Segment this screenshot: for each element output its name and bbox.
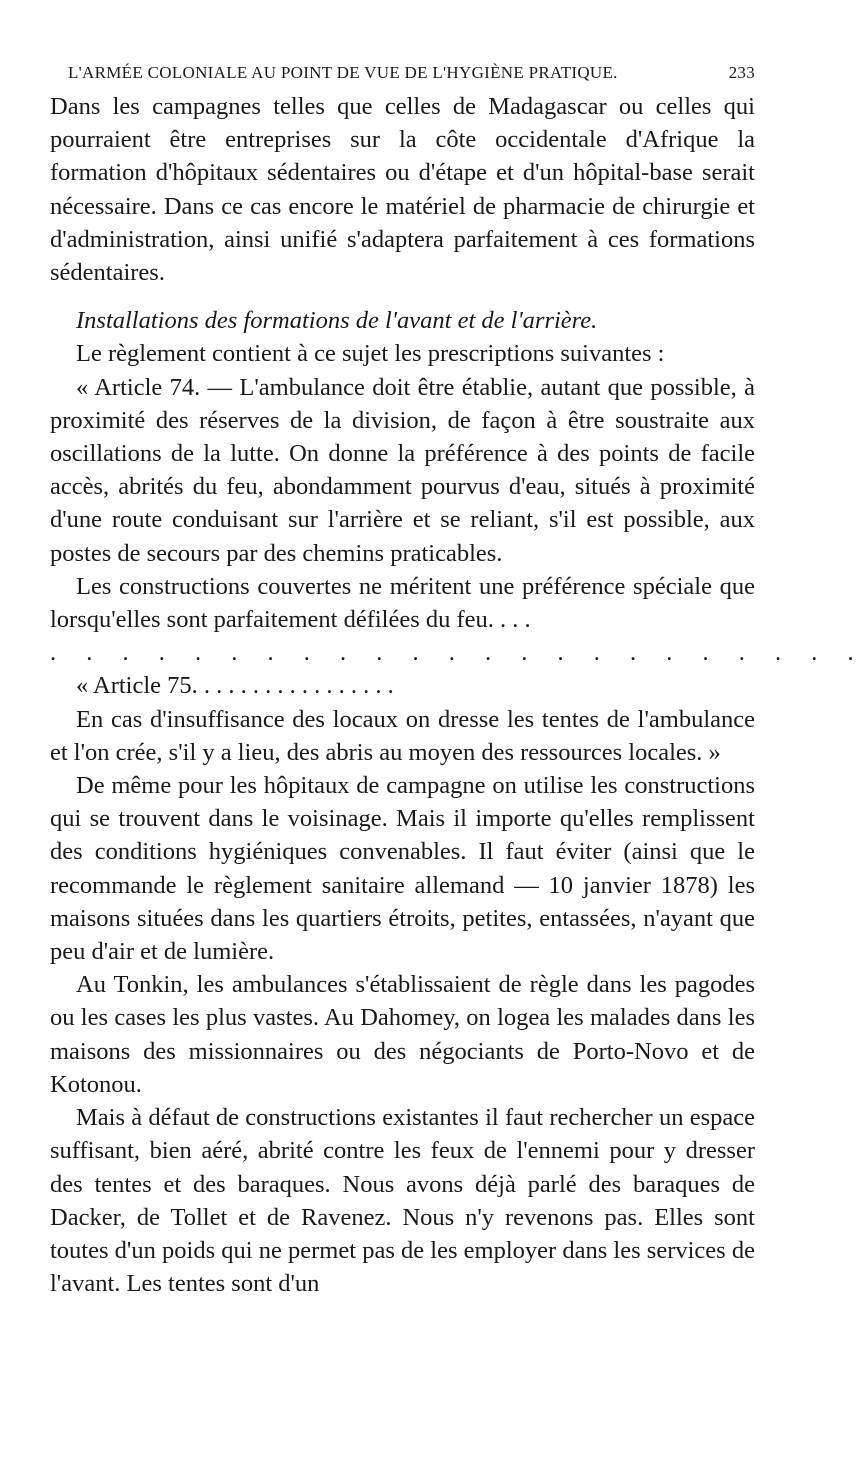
running-head (50, 62, 755, 84)
page (50, 62, 866, 1300)
paragraph: Dans les campagnes telles que celles de Madagascar ou celles qui pourraient être entreprises sur la côte occidentale d'Afrique la formation d'hôpitaux sédentaires ou d'étape et d'un hôpital-base serait nécessaire. Dans ce cas encore le matériel de pharmacie de chirurgie et d'administration, ainsi unifié s'adaptera parfaitement à ces formations sédentaires. (50, 93, 755, 287)
body-text (50, 90, 866, 1300)
page-number: 233 (728, 63, 755, 82)
ellipsis-line: . . . . . . . . . . . . . . . . . . . . . . . (50, 639, 866, 667)
paragraph: Le règlement contient à ce sujet les prescriptions suivantes : (76, 340, 665, 368)
running-head-title: L'ARMÉE COLONIALE AU POINT DE VUE DE L'HYGIÈNE PRATIQUE. (68, 63, 618, 82)
paragraph: « Article 74. — L'ambulance doit être établie, autant que possible, à proximité des réserves de la division, de façon à être soustraite aux oscillations de la lutte. On donne la préférence à des points de facile accès, abrités du feu, abondamment pourvus d'eau, situés à proximité d'une route conduisant sur l'arrière et se reliant, s'il est possible, aux postes de secours par des chemins praticables. (50, 373, 755, 567)
paragraph: « Article 75. . . . . . . . . . . . . . . . . (76, 672, 394, 700)
paragraph: En cas d'insuffisance des locaux on dresse les tentes de l'ambulance et l'on crée, s'il y a lieu, des abris au moyen des ressources locales. » (50, 705, 755, 766)
paragraph: Au Tonkin, les ambulances s'établissaient de règle dans les pagodes ou les cases les plus vastes. Au Dahomey, on logea les malades dans les maisons des missionnaires ou des négociants de Porto-Novo et de Kotonou. (50, 971, 755, 1098)
paragraph: Les constructions couvertes ne méritent une préférence spéciale que lorsqu'elles sont parfaitement défilées du feu. . . . (50, 572, 755, 634)
paragraph: De même pour les hôpitaux de campagne on utilise les constructions qui se trouvent dans le voisinage. Mais il importe qu'elles remplissent des conditions hygiéniques convenables. Il faut éviter (ainsi que le recommande le règlement sanitaire allemand — 10 janvier 1878) les maisons situées dans les quartiers étroits, petites, entassées, n'ayant que peu d'air et de lumière. (50, 772, 755, 966)
paragraph: Mais à défaut de constructions existantes il faut rechercher un espace suffisant, bien aéré, abrité contre les feux de l'ennemi pour y dresser des tentes et des baraques. Nous avons déjà parlé des baraques de Dacker, de Tollet et de Ravenez. Nous n'y revenons pas. Elles sont toutes d'un poids qui ne permet pas de les employer dans les services de l'avant. Les tentes sont d'un (50, 1104, 755, 1298)
section-heading: Installations des formations de l'avant et de l'arrière. (76, 307, 598, 335)
